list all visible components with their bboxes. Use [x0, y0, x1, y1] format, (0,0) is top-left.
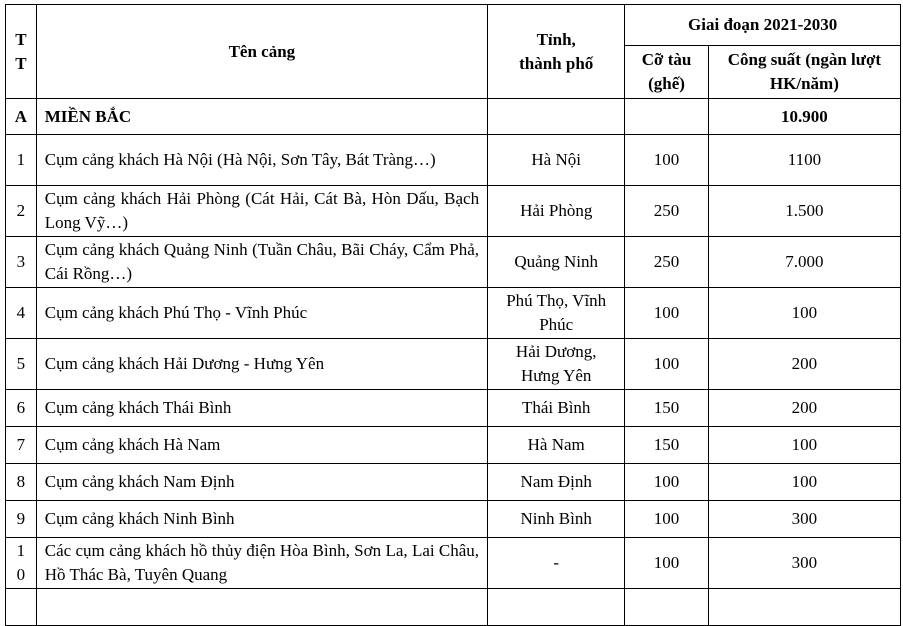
- row-capacity: 100: [708, 464, 900, 501]
- row-ship-size: 150: [625, 427, 708, 464]
- header-tt: TT: [6, 5, 37, 99]
- section-province: [488, 99, 625, 135]
- row-province: Hải Dương, Hưng Yên: [488, 339, 625, 390]
- row-port-name: Cụm cảng khách Hà Nam: [36, 427, 487, 464]
- partial-cell: [625, 589, 708, 626]
- row-capacity: 1100: [708, 135, 900, 186]
- table-row: [6, 135, 901, 186]
- table-row: [6, 501, 901, 538]
- partial-cell: [708, 589, 900, 626]
- row-tt: 6: [6, 390, 37, 427]
- header-ship-size: [625, 46, 708, 99]
- row-capacity: 100: [708, 288, 900, 339]
- section-tt: A: [6, 99, 37, 135]
- header-capacity: [708, 46, 900, 99]
- section-name: MIỀN BẮC: [36, 99, 487, 135]
- table-row: [6, 339, 901, 390]
- row-tt: 10: [6, 538, 37, 589]
- passenger-port-table: [5, 4, 901, 626]
- row-province: Hà Nội: [488, 135, 625, 186]
- row-province: Hải Phòng: [488, 186, 625, 237]
- row-province: Hà Nam: [488, 427, 625, 464]
- row-province: Quảng Ninh: [488, 237, 625, 288]
- header-province-line1: Tỉnh,: [536, 29, 576, 49]
- row-province: Ninh Bình: [488, 501, 625, 538]
- section-capacity: 10.900: [708, 99, 900, 135]
- partial-cell: [36, 589, 487, 626]
- table-row: [6, 186, 901, 237]
- row-capacity: 1.500: [708, 186, 900, 237]
- table-row: [6, 538, 901, 589]
- partial-cell: [6, 589, 37, 626]
- row-capacity: 200: [708, 339, 900, 390]
- partial-cell: [488, 589, 625, 626]
- table-row: [6, 464, 901, 501]
- row-capacity: 200: [708, 390, 900, 427]
- row-port-name: Cụm cảng khách Quảng Ninh (Tuần Châu, Bãi Cháy, Cẩm Phả, Cái Rồng…): [36, 237, 487, 288]
- row-ship-size: 100: [625, 464, 708, 501]
- row-ship-size: 100: [625, 339, 708, 390]
- row-capacity: 300: [708, 538, 900, 589]
- row-port-name: Cụm cảng khách Hà Nội (Hà Nội, Sơn Tây, Bát Tràng…): [36, 135, 487, 186]
- header-province: [488, 5, 625, 99]
- header-capacity-line2: HK/năm): [769, 74, 839, 93]
- row-port-name: Cụm cảng khách Hải Dương - Hưng Yên: [36, 339, 487, 390]
- header-province-line2: thành phố: [519, 53, 594, 73]
- row-port-name: Cụm cảng khách Hải Phòng (Cát Hải, Cát Bà, Hòn Dấu, Bạch Long Vỹ…): [36, 186, 487, 237]
- table-row: [6, 237, 901, 288]
- row-capacity: 100: [708, 427, 900, 464]
- row-tt: 3: [6, 237, 37, 288]
- row-province: Phú Thọ, Vĩnh Phúc: [488, 288, 625, 339]
- row-tt: 5: [6, 339, 37, 390]
- row-tt: 7: [6, 427, 37, 464]
- row-tt: 8: [6, 464, 37, 501]
- header-ship-size-line2: (ghế): [648, 74, 685, 93]
- row-capacity: 300: [708, 501, 900, 538]
- table-row: [6, 390, 901, 427]
- header-capacity-line1: Công suất (ngàn lượt: [727, 50, 882, 69]
- row-tt: 1: [6, 135, 37, 186]
- row-ship-size: 100: [625, 288, 708, 339]
- table-row: [6, 288, 901, 339]
- row-ship-size: 150: [625, 390, 708, 427]
- row-port-name: Cụm cảng khách Ninh Bình: [36, 501, 487, 538]
- header-port-name: Tên cảng: [36, 5, 487, 99]
- row-tt: 9: [6, 501, 37, 538]
- row-province: -: [488, 538, 625, 589]
- row-province: Thái Bình: [488, 390, 625, 427]
- header-period: Giai đoạn 2021-2030: [625, 5, 901, 46]
- header-ship-size-line1: Cỡ tàu: [641, 50, 692, 69]
- row-capacity: 7.000: [708, 237, 900, 288]
- row-ship-size: 100: [625, 538, 708, 589]
- section-ship-size: [625, 99, 708, 135]
- row-port-name: Cụm cảng khách Thái Bình: [36, 390, 487, 427]
- row-ship-size: 100: [625, 135, 708, 186]
- row-tt: 2: [6, 186, 37, 237]
- row-ship-size: 100: [625, 501, 708, 538]
- row-port-name: Cụm cảng khách Phú Thọ - Vĩnh Phúc: [36, 288, 487, 339]
- row-tt: 4: [6, 288, 37, 339]
- row-port-name: Các cụm cảng khách hồ thủy điện Hòa Bình, Sơn La, Lai Châu, Hồ Thác Bà, Tuyên Quang: [36, 538, 487, 589]
- row-ship-size: 250: [625, 237, 708, 288]
- row-port-name: Cụm cảng khách Nam Định: [36, 464, 487, 501]
- row-ship-size: 250: [625, 186, 708, 237]
- table-row-partial: [6, 589, 901, 626]
- table-row: [6, 427, 901, 464]
- row-province: Nam Định: [488, 464, 625, 501]
- section-row: [6, 99, 901, 135]
